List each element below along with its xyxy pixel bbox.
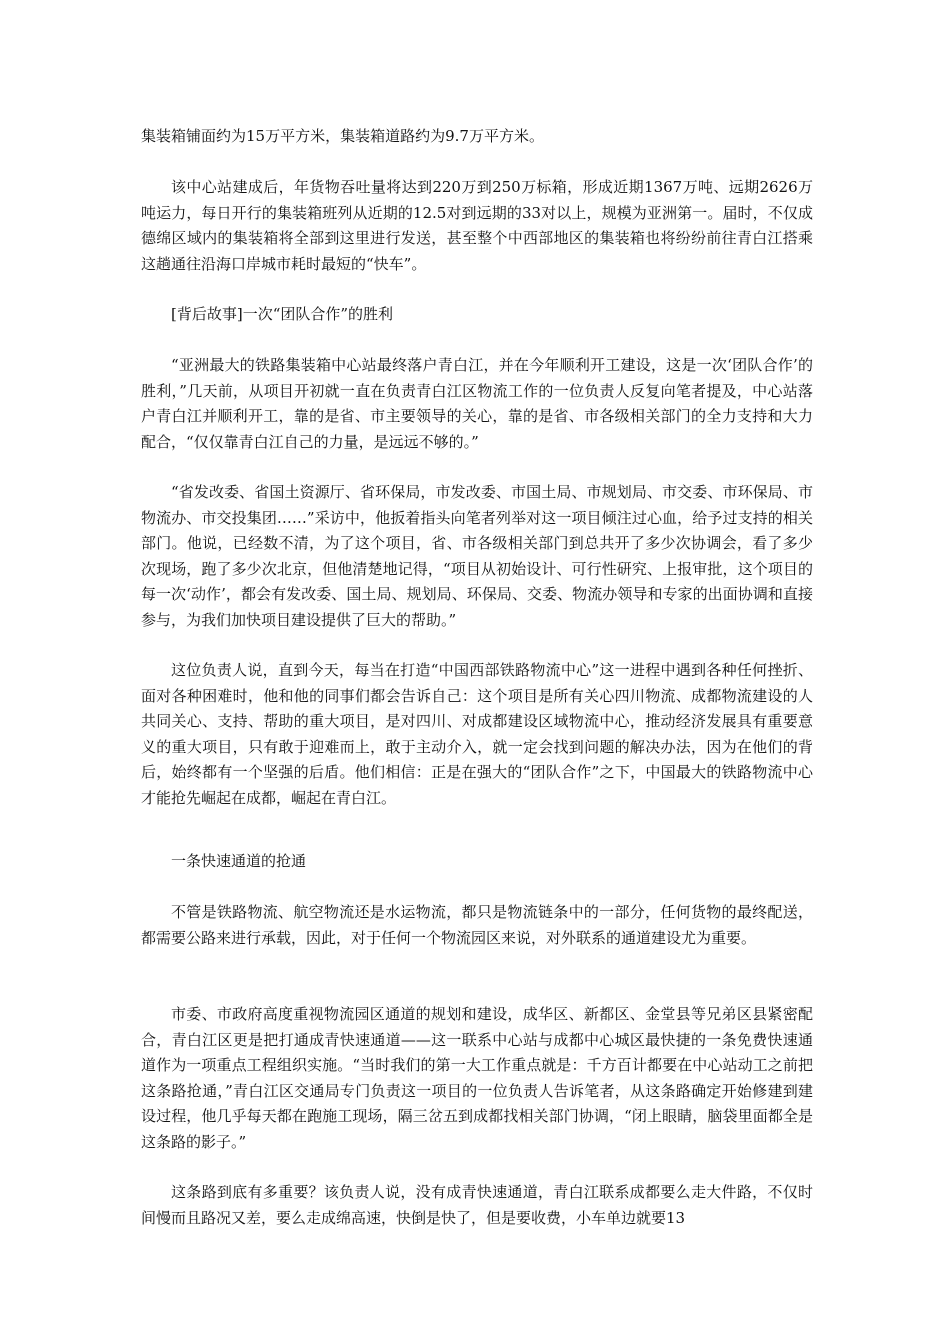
paragraph-road-importance: 不管是铁路物流、航空物流还是水运物流，都只是物流链条中的一部分，任何货物的最终配送，都需要公路来进行承载，因此，对于任何一个物流园区来说，对外联系的通道建设尤为重要。 <box>141 903 813 947</box>
paragraph-departments-list: “省发改委、省国土资源厅、省环保局，市发改委、市国土局、市规划局、市交委、市环保局、市物流办、市交投集团……”采访中，他扳着指头向笔者列举对这一项目倾注过心血，给予过支持的相关部门。他说，已经数不清，为了这个项目，省、市各级相关部门到总共开了多少次协调会，看了多少次现场，跑了多少次北京，但他清楚地记得，“项目从初始设计、可行性研究、上报审批，这个项目的每一次‘动作’，都会有发改委、国土局、规划局、环保局、交委、物流办领导和专家的出面协调和直接参与，为我们加快项目建设提供了巨大的帮助。” <box>141 483 813 629</box>
paragraph-city-planning: 市委、市政府高度重视物流园区通道的规划和建设，成华区、新都区、金堂县等兄弟区县紧密配合，青白江区更是把打通成青快速通道——这一联系中心站与成都中心城区最快捷的一条免费快速通道作为一项重点工程组织实施。“当时我们的第一大工作重点就是：千方百计都要在中心站动工之前把这条路抢通，”青白江区交通局专门负责这一项目的一位负责人告诉笔者，从这条路确定开始修建到建设过程，他几乎每天都在跑施工现场，隔三岔五到成都找相关部门协调，“闭上眼睛，脑袋里面都全是这条路的影子。” <box>141 1005 813 1151</box>
paragraph-responsible-person: 这位负责人说，直到今天，每当在打造“中国西部铁路物流中心”这一进程中遇到各种任何挫折、面对各种困难时，他和他的同事们都会告诉自己：这个项目是所有关心四川物流、成都物流建设的人共同关心、支持、帮助的重大项目，是对四川、对成都建设区域物流中心，推动经济发展具有重要意义的重大项目，只有敢于迎难而上，敢于主动介入，就一定会找到问题的解决办法，因为在他们的背后，始终都有一个坚强的后盾。他们相信：正是在强大的“团队合作”之下，中国最大的铁路物流中心才能抢先崛起在成都，崛起在青白江。 <box>141 661 813 807</box>
section-heading-team-story: [背后故事]一次“团队合作”的胜利 <box>171 305 394 323</box>
section-heading-fast-road: 一条快速通道的抢通 <box>171 852 307 870</box>
paragraph-container-area: 集装箱铺面约为15万平方米，集装箱道路约为9.7万平方米。 <box>141 127 544 145</box>
paragraph-completion-capacity: 该中心站建成后，年货物吞吐量将达到220万到250万标箱，形成近期1367万吨、远期2626万吨运力，每日开行的集装箱班列从近期的12.5对到远期的33对以上，规模为亚洲第一。届时，不仅成德绵区域内的集装箱将全部到这里进行发送，甚至整个中西部地区的集装箱也将纷纷前往青白江搭乘这趟通往沿海口岸城市耗时最短的“快车”。 <box>141 178 813 273</box>
paragraph-team-cooperation-quote: “亚洲最大的铁路集装箱中心站最终落户青白江，并在今年顺利开工建设，这是一次‘团队合作’的胜利，”几天前，从项目开初就一直在负责青白江区物流工作的一位负责人反复向笔者提及，中心站落户青白江并顺利开工，靠的是省、市主要领导的关心，靠的是省、市各级相关部门的全力支持和大力配合，“仅仅靠青白江自己的力量，是远远不够的。” <box>141 356 813 451</box>
paragraph-road-question: 这条路到底有多重要？该负责人说，没有成青快速通道，青白江联系成都要么走大件路，不仅时间慢而且路况又差，要么走成绵高速，快倒是快了，但是要收费，小车单边就要13 <box>141 1183 813 1227</box>
